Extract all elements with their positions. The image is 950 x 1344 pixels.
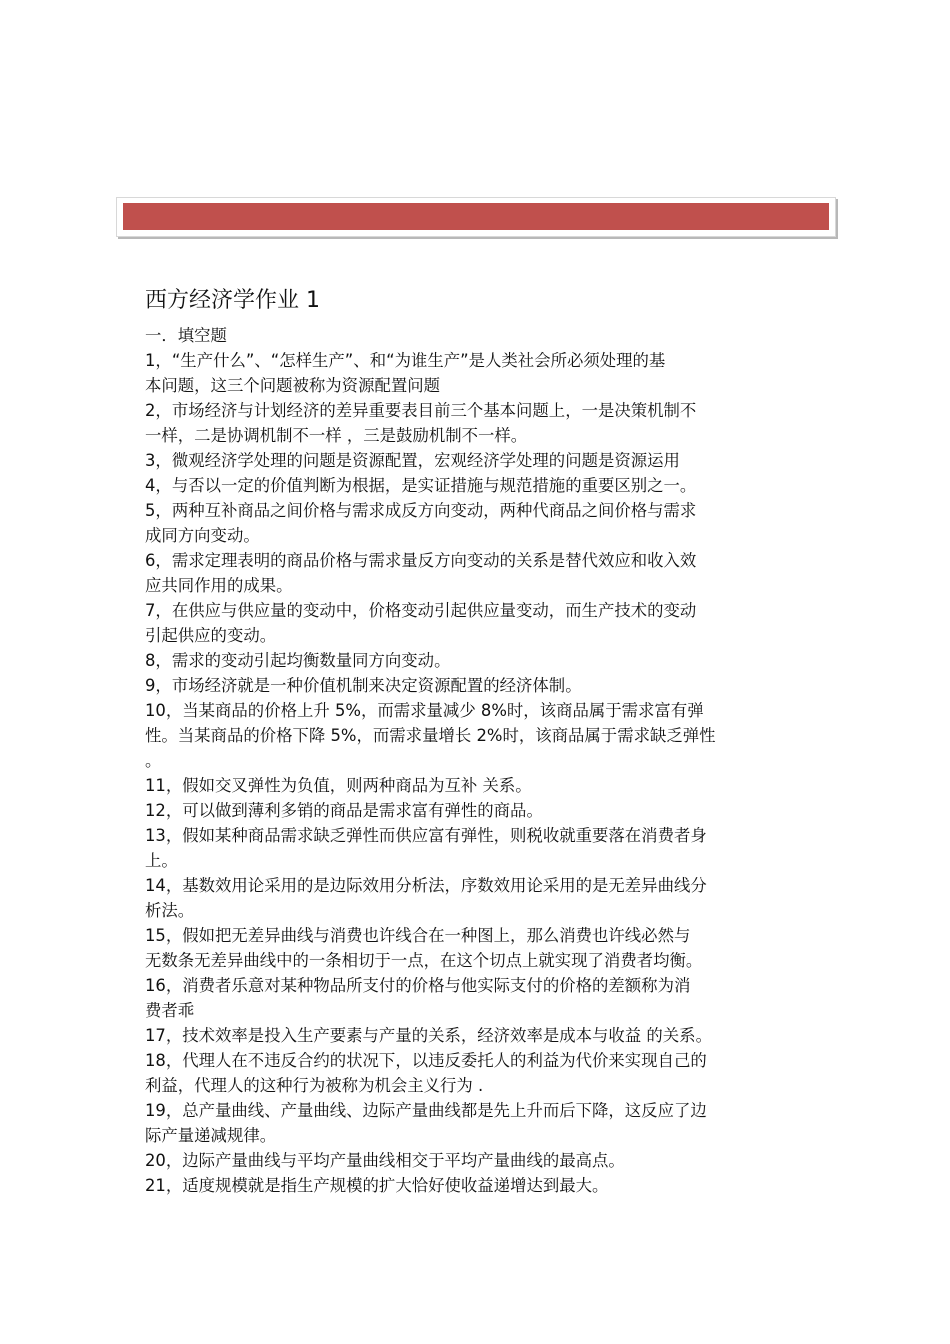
- text-line: 成同方向变动。: [145, 526, 260, 545]
- text-line: 上。: [145, 851, 178, 870]
- text-line: 应共同作用的成果。: [145, 576, 293, 595]
- text-line: 16，消费者乐意对某种物品所支付的价格与他实际支付的价格的差额称为消: [145, 976, 691, 995]
- section-heading: 一．填空题: [145, 326, 227, 345]
- text-line: 6，需求定理表明的商品价格与需求量反方向变动的关系是替代效应和收入效: [145, 551, 697, 570]
- text-line: 19，总产量曲线、产量曲线、边际产量曲线都是先上升而后下降，这反应了边: [145, 1101, 707, 1120]
- text-line: 本问题，这三个问题被称为资源配置问题: [145, 376, 441, 395]
- text-line: 15，假如把无差异曲线与消费也许线合在一种图上，那么消费也许线必然与: [145, 926, 691, 945]
- text-line: 14，基数效用论采用的是边际效用分析法，序数效用论采用的是无差异曲线分: [145, 876, 707, 895]
- text-line: 际产量递减规律。: [145, 1126, 277, 1145]
- text-line: 10，当某商品的价格上升 5%，而需求量减少 8%时，该商品属于需求富有弹: [145, 701, 704, 720]
- text-line: 无数条无差异曲线中的一条相切于一点，在这个切点上就实现了消费者均衡。: [145, 951, 703, 970]
- text-line: 12，可以做到薄利多销的商品是需求富有弹性的商品。: [145, 801, 543, 820]
- text-line: 7，在供应与供应量的变动中，价格变动引起供应量变动，而生产技术的变动: [145, 601, 697, 620]
- text-line: 21，适度规模就是指生产规模的扩大恰好使收益递增达到最大。: [145, 1176, 609, 1195]
- text-line: 11，假如交叉弹性为负值，则两种商品为互补 关系。: [145, 776, 532, 795]
- text-line: 1，“生产什么”、“怎样生产”、和“为谁生产”是人类社会所必须处理的基: [145, 351, 666, 370]
- text-line: 13，假如某种商品需求缺乏弹性而供应富有弹性，则税收就重要落在消费者身: [145, 826, 707, 845]
- text-line: 9，市场经济就是一种价值机制来决定资源配置的经济体制。: [145, 676, 582, 695]
- document-body: [145, 323, 810, 1198]
- text-line: 费者乖: [145, 1001, 195, 1020]
- text-line: 性。当某商品的价格下降 5%，而需求量增长 2%时，该商品属于需求缺乏弹性: [145, 726, 716, 745]
- text-line: 利益，代理人的这种行为被称为机会主义行为 .: [145, 1076, 484, 1095]
- text-line: 2，市场经济与计划经济的差异重要表目前三个基本问题上，一是决策机制不: [145, 401, 697, 420]
- text-line: 17，技术效率是投入生产要素与产量的关系，经济效率是成本与收益 的关系。: [145, 1026, 712, 1045]
- text-line: 引起供应的变动。: [145, 626, 277, 645]
- text-line: 20，边际产量曲线与平均产量曲线相交于平均产量曲线的最高点。: [145, 1151, 625, 1170]
- text-line: 3，微观经济学处理的问题是资源配置，宏观经济学处理的问题是资源运用: [145, 451, 680, 470]
- text-line: 一样，二是协调机制不一样 ，三是鼓励机制不一样。: [145, 426, 528, 445]
- text-line: 8，需求的变动引起均衡数量同方向变动。: [145, 651, 451, 670]
- text-line: 5，两种互补商品之间价格与需求成反方向变动，两种代商品之间价格与需求: [145, 501, 697, 520]
- text-line: 18，代理人在不违反合约的状况下，以违反委托人的利益为代价来实现自己的: [145, 1051, 707, 1070]
- text-line: 4，与否以一定的价值判断为根据，是实证措施与规范措施的重要区别之一。: [145, 476, 697, 495]
- banner-bar: [123, 203, 829, 230]
- text-line: 析法。: [145, 901, 195, 920]
- document-title: 西方经济学作业 1: [145, 288, 320, 313]
- header-banner: [116, 197, 836, 237]
- text-line: 。: [145, 751, 162, 770]
